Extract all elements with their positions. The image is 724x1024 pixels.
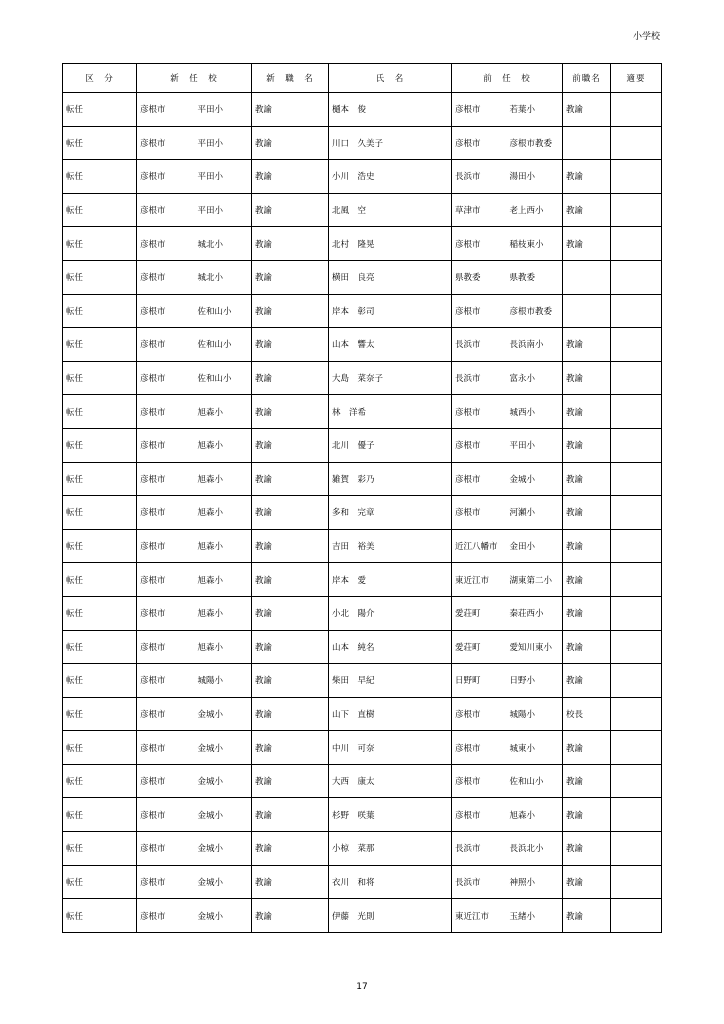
new-position-cell: 教諭 xyxy=(252,160,329,194)
new-school-cell: 旭森小 xyxy=(195,395,252,429)
name-cell: 大西 康太 xyxy=(329,764,452,798)
name-cell: 杉野 咲葉 xyxy=(329,798,452,832)
previous-position-cell: 教諭 xyxy=(563,563,611,597)
previous-position-cell xyxy=(563,260,611,294)
previous-city-cell: 彦根市 xyxy=(452,496,507,530)
previous-school-cell: 県教委 xyxy=(507,260,563,294)
previous-school-cell: 彦根市教委 xyxy=(507,126,563,160)
new-position-cell: 教諭 xyxy=(252,563,329,597)
new-city-cell: 彦根市 xyxy=(137,428,195,462)
previous-city-cell: 長浜市 xyxy=(452,328,507,362)
category-cell: 転任 xyxy=(63,395,137,429)
category-cell: 転任 xyxy=(63,731,137,765)
new-school-cell: 佐和山小 xyxy=(195,328,252,362)
name-cell: 衣川 和将 xyxy=(329,865,452,899)
previous-city-cell: 彦根市 xyxy=(452,395,507,429)
new-school-cell: 平田小 xyxy=(195,160,252,194)
previous-school-cell: 金城小 xyxy=(507,462,563,496)
name-cell: 大島 菜奈子 xyxy=(329,361,452,395)
name-cell: 雑賀 彩乃 xyxy=(329,462,452,496)
notes-cell xyxy=(611,865,662,899)
category-cell: 転任 xyxy=(63,798,137,832)
table-row xyxy=(63,395,662,429)
new-city-cell: 彦根市 xyxy=(137,798,195,832)
new-city-cell: 彦根市 xyxy=(137,563,195,597)
previous-school-cell: 佐和山小 xyxy=(507,764,563,798)
previous-city-cell: 日野町 xyxy=(452,664,507,698)
category-cell: 転任 xyxy=(63,496,137,530)
table-header-row xyxy=(63,64,662,93)
name-cell: 山本 響太 xyxy=(329,328,452,362)
new-position-cell: 教諭 xyxy=(252,529,329,563)
previous-school-cell: 城西小 xyxy=(507,395,563,429)
table-row xyxy=(63,563,662,597)
new-city-cell: 彦根市 xyxy=(137,126,195,160)
notes-cell xyxy=(611,428,662,462)
table-row xyxy=(63,529,662,563)
header-previous-school: 前 任 校 xyxy=(452,64,563,93)
table-row xyxy=(63,798,662,832)
notes-cell xyxy=(611,496,662,530)
new-position-cell: 教諭 xyxy=(252,832,329,866)
notes-cell xyxy=(611,126,662,160)
new-position-cell: 教諭 xyxy=(252,260,329,294)
previous-school-cell: 愛知川東小 xyxy=(507,630,563,664)
name-cell: 樋本 俊 xyxy=(329,93,452,127)
new-position-cell: 教諭 xyxy=(252,126,329,160)
previous-school-cell: 旭森小 xyxy=(507,798,563,832)
new-position-cell: 教諭 xyxy=(252,361,329,395)
new-school-cell: 城北小 xyxy=(195,227,252,261)
new-school-cell: 佐和山小 xyxy=(195,361,252,395)
category-cell: 転任 xyxy=(63,160,137,194)
previous-school-cell: 稲枝東小 xyxy=(507,227,563,261)
new-city-cell: 彦根市 xyxy=(137,93,195,127)
category-cell: 転任 xyxy=(63,193,137,227)
new-city-cell: 彦根市 xyxy=(137,865,195,899)
new-city-cell: 彦根市 xyxy=(137,731,195,765)
category-cell: 転任 xyxy=(63,462,137,496)
new-city-cell: 彦根市 xyxy=(137,227,195,261)
new-position-cell: 教諭 xyxy=(252,630,329,664)
category-cell: 転任 xyxy=(63,93,137,127)
previous-city-cell: 彦根市 xyxy=(452,93,507,127)
previous-city-cell: 近江八幡市 xyxy=(452,529,507,563)
notes-cell xyxy=(611,764,662,798)
name-cell: 山下 直樹 xyxy=(329,697,452,731)
previous-position-cell: 教諭 xyxy=(563,361,611,395)
previous-school-cell: 老上西小 xyxy=(507,193,563,227)
category-cell: 転任 xyxy=(63,428,137,462)
new-city-cell: 彦根市 xyxy=(137,260,195,294)
name-cell: 吉田 裕美 xyxy=(329,529,452,563)
new-school-cell: 金城小 xyxy=(195,832,252,866)
table-row xyxy=(63,462,662,496)
previous-position-cell: 教諭 xyxy=(563,899,611,933)
new-city-cell: 彦根市 xyxy=(137,328,195,362)
new-school-cell: 金城小 xyxy=(195,865,252,899)
new-position-cell: 教諭 xyxy=(252,395,329,429)
previous-city-cell: 彦根市 xyxy=(452,126,507,160)
name-cell: 小北 陽介 xyxy=(329,596,452,630)
notes-cell xyxy=(611,361,662,395)
category-cell: 転任 xyxy=(63,664,137,698)
notes-cell xyxy=(611,731,662,765)
table-row xyxy=(63,428,662,462)
previous-city-cell: 彦根市 xyxy=(452,798,507,832)
previous-city-cell: 彦根市 xyxy=(452,428,507,462)
name-cell: 横田 良亮 xyxy=(329,260,452,294)
category-cell: 転任 xyxy=(63,563,137,597)
new-city-cell: 彦根市 xyxy=(137,193,195,227)
table-row xyxy=(63,227,662,261)
new-school-cell: 平田小 xyxy=(195,126,252,160)
header-notes: 適要 xyxy=(611,64,662,93)
category-cell: 転任 xyxy=(63,832,137,866)
table-body xyxy=(63,93,662,933)
table-row xyxy=(63,328,662,362)
name-cell: 山本 純名 xyxy=(329,630,452,664)
table-row xyxy=(63,126,662,160)
new-position-cell: 教諭 xyxy=(252,496,329,530)
previous-school-cell: 長浜南小 xyxy=(507,328,563,362)
new-school-cell: 旭森小 xyxy=(195,596,252,630)
previous-school-cell: 金田小 xyxy=(507,529,563,563)
notes-cell xyxy=(611,899,662,933)
previous-position-cell: 教諭 xyxy=(563,664,611,698)
new-school-cell: 金城小 xyxy=(195,697,252,731)
table-row xyxy=(63,193,662,227)
personnel-table xyxy=(62,63,662,933)
previous-city-cell: 長浜市 xyxy=(452,361,507,395)
previous-position-cell: 教諭 xyxy=(563,596,611,630)
previous-city-cell: 東近江市 xyxy=(452,899,507,933)
new-school-cell: 金城小 xyxy=(195,899,252,933)
category-cell: 転任 xyxy=(63,126,137,160)
previous-school-cell: 長浜北小 xyxy=(507,832,563,866)
new-city-cell: 彦根市 xyxy=(137,529,195,563)
notes-cell xyxy=(611,160,662,194)
previous-school-cell: 河瀬小 xyxy=(507,496,563,530)
new-city-cell: 彦根市 xyxy=(137,697,195,731)
table-row xyxy=(63,697,662,731)
previous-city-cell: 彦根市 xyxy=(452,462,507,496)
previous-school-cell: 城東小 xyxy=(507,731,563,765)
previous-position-cell: 教諭 xyxy=(563,832,611,866)
new-school-cell: 旭森小 xyxy=(195,529,252,563)
new-school-cell: 旭森小 xyxy=(195,462,252,496)
previous-school-cell: 彦根市教委 xyxy=(507,294,563,328)
previous-position-cell: 教諭 xyxy=(563,462,611,496)
category-cell: 転任 xyxy=(63,227,137,261)
new-school-cell: 平田小 xyxy=(195,93,252,127)
table-row xyxy=(63,596,662,630)
previous-position-cell: 教諭 xyxy=(563,328,611,362)
category-cell: 転任 xyxy=(63,764,137,798)
notes-cell xyxy=(611,294,662,328)
previous-school-cell: 神照小 xyxy=(507,865,563,899)
header-category: 区 分 xyxy=(63,64,137,93)
page-number: 17 xyxy=(356,982,368,992)
notes-cell xyxy=(611,328,662,362)
previous-city-cell: 長浜市 xyxy=(452,832,507,866)
table-row xyxy=(63,731,662,765)
category-cell: 転任 xyxy=(63,328,137,362)
name-cell: 中川 可奈 xyxy=(329,731,452,765)
new-position-cell: 教諭 xyxy=(252,294,329,328)
category-cell: 転任 xyxy=(63,596,137,630)
table-row xyxy=(63,664,662,698)
category-cell: 転任 xyxy=(63,630,137,664)
table-row xyxy=(63,93,662,127)
new-city-cell: 彦根市 xyxy=(137,664,195,698)
name-cell: 多和 完章 xyxy=(329,496,452,530)
previous-position-cell: 校長 xyxy=(563,697,611,731)
new-school-cell: 金城小 xyxy=(195,798,252,832)
new-city-cell: 彦根市 xyxy=(137,832,195,866)
name-cell: 林 洋希 xyxy=(329,395,452,429)
previous-position-cell: 教諭 xyxy=(563,428,611,462)
new-school-cell: 旭森小 xyxy=(195,496,252,530)
new-position-cell: 教諭 xyxy=(252,93,329,127)
previous-position-cell: 教諭 xyxy=(563,395,611,429)
new-position-cell: 教諭 xyxy=(252,764,329,798)
new-school-cell: 旭森小 xyxy=(195,428,252,462)
table-row xyxy=(63,160,662,194)
new-position-cell: 教諭 xyxy=(252,664,329,698)
header-new-position: 新 職 名 xyxy=(252,64,329,93)
notes-cell xyxy=(611,227,662,261)
previous-position-cell: 教諭 xyxy=(563,193,611,227)
category-cell: 転任 xyxy=(63,294,137,328)
new-school-cell: 金城小 xyxy=(195,764,252,798)
category-cell: 転任 xyxy=(63,529,137,563)
new-school-cell: 金城小 xyxy=(195,731,252,765)
previous-city-cell: 県教委 xyxy=(452,260,507,294)
previous-school-cell: 平田小 xyxy=(507,428,563,462)
category-cell: 転任 xyxy=(63,899,137,933)
name-cell: 北村 隆晃 xyxy=(329,227,452,261)
new-position-cell: 教諭 xyxy=(252,731,329,765)
previous-school-cell: 日野小 xyxy=(507,664,563,698)
table-row xyxy=(63,899,662,933)
previous-position-cell: 教諭 xyxy=(563,798,611,832)
previous-position-cell xyxy=(563,126,611,160)
new-school-cell: 旭森小 xyxy=(195,563,252,597)
table-row xyxy=(63,294,662,328)
previous-position-cell xyxy=(563,294,611,328)
name-cell: 川口 久美子 xyxy=(329,126,452,160)
notes-cell xyxy=(611,596,662,630)
notes-cell xyxy=(611,832,662,866)
previous-school-cell: 湯田小 xyxy=(507,160,563,194)
previous-city-cell: 長浜市 xyxy=(452,160,507,194)
notes-cell xyxy=(611,697,662,731)
header-new-school: 新 任 校 xyxy=(137,64,252,93)
new-city-cell: 彦根市 xyxy=(137,361,195,395)
previous-school-cell: 玉緒小 xyxy=(507,899,563,933)
previous-position-cell: 教諭 xyxy=(563,160,611,194)
name-cell: 岸本 愛 xyxy=(329,563,452,597)
notes-cell xyxy=(611,462,662,496)
previous-city-cell: 草津市 xyxy=(452,193,507,227)
new-position-cell: 教諭 xyxy=(252,462,329,496)
previous-position-cell: 教諭 xyxy=(563,630,611,664)
table-row xyxy=(63,764,662,798)
new-city-cell: 彦根市 xyxy=(137,160,195,194)
previous-position-cell: 教諭 xyxy=(563,496,611,530)
table-row xyxy=(63,630,662,664)
new-position-cell: 教諭 xyxy=(252,227,329,261)
page-category-label: 小学校 xyxy=(632,32,660,42)
new-position-cell: 教諭 xyxy=(252,697,329,731)
new-city-cell: 彦根市 xyxy=(137,395,195,429)
previous-city-cell: 彦根市 xyxy=(452,697,507,731)
new-position-cell: 教諭 xyxy=(252,596,329,630)
table-row xyxy=(63,260,662,294)
previous-position-cell: 教諭 xyxy=(563,865,611,899)
new-school-cell: 城北小 xyxy=(195,260,252,294)
new-city-cell: 彦根市 xyxy=(137,630,195,664)
new-position-cell: 教諭 xyxy=(252,428,329,462)
notes-cell xyxy=(611,93,662,127)
previous-position-cell: 教諭 xyxy=(563,93,611,127)
table-row xyxy=(63,496,662,530)
new-city-cell: 彦根市 xyxy=(137,496,195,530)
new-school-cell: 平田小 xyxy=(195,193,252,227)
previous-city-cell: 彦根市 xyxy=(452,731,507,765)
table-row xyxy=(63,865,662,899)
previous-school-cell: 秦荘西小 xyxy=(507,596,563,630)
table-row xyxy=(63,361,662,395)
notes-cell xyxy=(611,664,662,698)
new-position-cell: 教諭 xyxy=(252,193,329,227)
new-city-cell: 彦根市 xyxy=(137,294,195,328)
previous-position-cell: 教諭 xyxy=(563,529,611,563)
new-city-cell: 彦根市 xyxy=(137,596,195,630)
notes-cell xyxy=(611,630,662,664)
new-position-cell: 教諭 xyxy=(252,865,329,899)
name-cell: 北風 空 xyxy=(329,193,452,227)
category-cell: 転任 xyxy=(63,865,137,899)
notes-cell xyxy=(611,193,662,227)
new-school-cell: 城陽小 xyxy=(195,664,252,698)
name-cell: 伊藤 光則 xyxy=(329,899,452,933)
previous-city-cell: 彦根市 xyxy=(452,294,507,328)
previous-position-cell: 教諭 xyxy=(563,227,611,261)
new-position-cell: 教諭 xyxy=(252,798,329,832)
name-cell: 小椋 菜那 xyxy=(329,832,452,866)
previous-school-cell: 湖東第二小 xyxy=(507,563,563,597)
previous-city-cell: 愛荘町 xyxy=(452,630,507,664)
previous-position-cell: 教諭 xyxy=(563,731,611,765)
name-cell: 柴田 早紀 xyxy=(329,664,452,698)
name-cell: 岸本 彰司 xyxy=(329,294,452,328)
previous-city-cell: 愛荘町 xyxy=(452,596,507,630)
header-name: 氏 名 xyxy=(329,64,452,93)
previous-city-cell: 東近江市 xyxy=(452,563,507,597)
new-position-cell: 教諭 xyxy=(252,899,329,933)
previous-school-cell: 城陽小 xyxy=(507,697,563,731)
new-city-cell: 彦根市 xyxy=(137,462,195,496)
previous-school-cell: 富永小 xyxy=(507,361,563,395)
new-school-cell: 佐和山小 xyxy=(195,294,252,328)
notes-cell xyxy=(611,260,662,294)
notes-cell xyxy=(611,563,662,597)
name-cell: 北川 優子 xyxy=(329,428,452,462)
table-row xyxy=(63,832,662,866)
header-previous-position: 前職名 xyxy=(563,64,611,93)
new-city-cell: 彦根市 xyxy=(137,764,195,798)
previous-school-cell: 若葉小 xyxy=(507,93,563,127)
new-city-cell: 彦根市 xyxy=(137,899,195,933)
category-cell: 転任 xyxy=(63,260,137,294)
notes-cell xyxy=(611,798,662,832)
new-position-cell: 教諭 xyxy=(252,328,329,362)
new-school-cell: 旭森小 xyxy=(195,630,252,664)
previous-city-cell: 彦根市 xyxy=(452,764,507,798)
category-cell: 転任 xyxy=(63,361,137,395)
notes-cell xyxy=(611,395,662,429)
previous-position-cell: 教諭 xyxy=(563,764,611,798)
name-cell: 小川 浩史 xyxy=(329,160,452,194)
notes-cell xyxy=(611,529,662,563)
category-cell: 転任 xyxy=(63,697,137,731)
previous-city-cell: 長浜市 xyxy=(452,865,507,899)
previous-city-cell: 彦根市 xyxy=(452,227,507,261)
